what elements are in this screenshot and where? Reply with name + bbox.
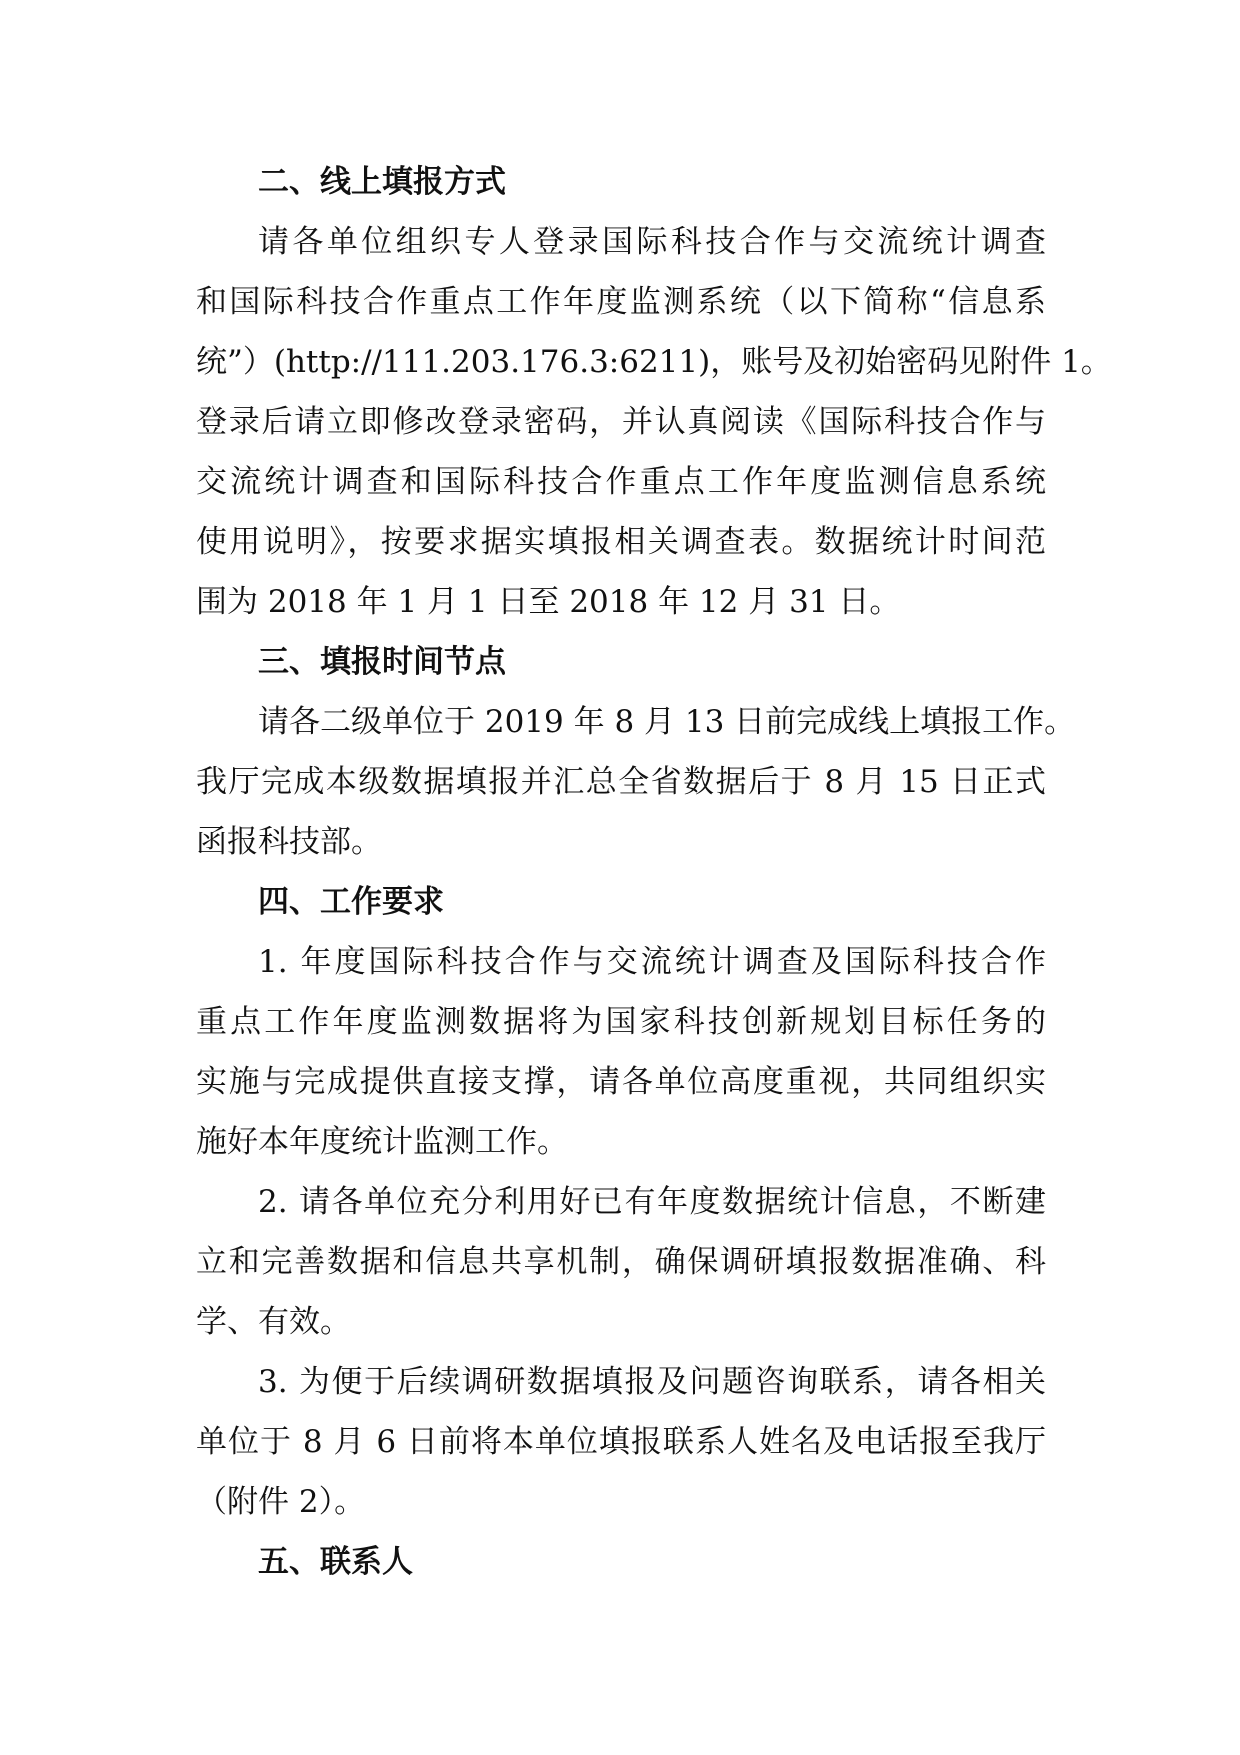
paragraph-line: 函报科技部。 [196,824,382,860]
paragraph-line: 和国际科技合作重点工作年度监测系统（以下简称“信息系 [196,284,1046,320]
paragraph-line: 立和完善数据和信息共享机制，确保调研填报数据准确、科 [196,1244,1046,1280]
document-body [196,152,1112,1592]
paragraph-line: 登录后请立即修改登录密码，并认真阅读《国际科技合作与 [196,404,1046,440]
paragraph-line: 交流统计调查和国际科技合作重点工作年度监测信息系统 [196,464,1046,500]
paragraph-line: 单位于 8 月 6 日前将本单位填报联系人姓名及电话报至我厅 [196,1424,1046,1460]
paragraph-line: 我厅完成本级数据填报并汇总全省数据后于 8 月 15 日正式 [196,764,1046,800]
paragraph-line: （附件 2）。 [196,1484,366,1520]
section-heading-online-filing: 二、线上填报方式 [258,164,506,200]
paragraph-line-url: 统”）(http://111.203.176.3:6211)，账号及初始密码见附件 1。 [196,344,1112,380]
paragraph-line: 3. 为便于后续调研数据填报及问题咨询联系，请各相关 [258,1364,1046,1400]
paragraph-line: 1. 年度国际科技合作与交流统计调查及国际科技合作 [258,944,1046,980]
paragraph-line: 学、有效。 [196,1304,351,1340]
paragraph-line: 围为 2018 年 1 月 1 日至 2018 年 12 月 31 日。 [196,584,901,620]
section-heading-contacts: 五、联系人 [258,1544,413,1580]
paragraph-line: 使用说明》，按要求据实填报相关调查表。数据统计时间范 [196,524,1046,560]
section-heading-requirements: 四、工作要求 [258,884,444,920]
paragraph-line: 施好本年度统计监测工作。 [196,1124,568,1160]
paragraph-line: 请各二级单位于 2019 年 8 月 13 日前完成线上填报工作。 [258,704,1076,740]
paragraph-line: 重点工作年度监测数据将为国家科技创新规划目标任务的 [196,1004,1046,1040]
section-heading-deadline: 三、填报时间节点 [258,644,506,680]
paragraph-line: 请各单位组织专人登录国际科技合作与交流统计调查 [258,224,1046,260]
paragraph-line: 实施与完成提供直接支撑，请各单位高度重视，共同组织实 [196,1064,1046,1100]
paragraph-line: 2. 请各单位充分利用好已有年度数据统计信息，不断建 [258,1184,1046,1220]
